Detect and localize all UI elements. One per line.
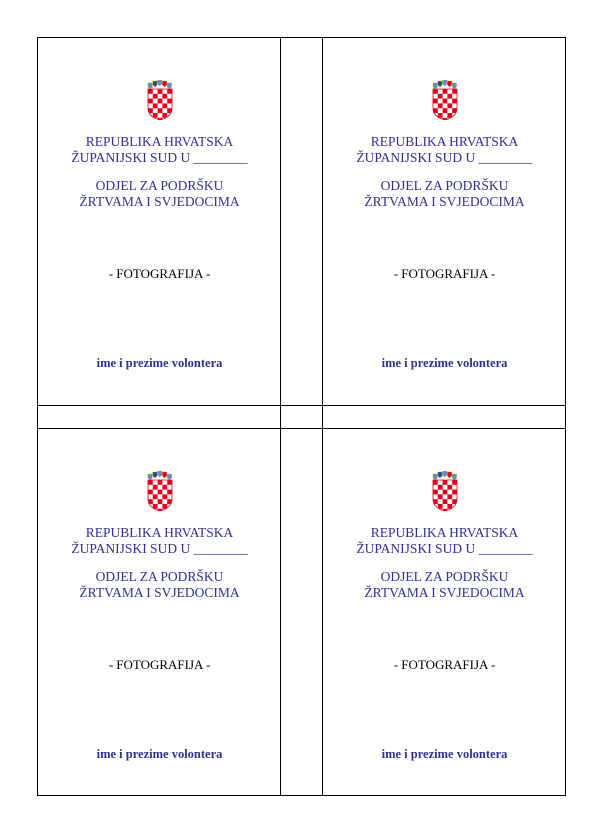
photo-placeholder: - FOTOGRAFIJA -	[393, 266, 496, 281]
badge-sheet	[37, 37, 566, 796]
badge-card	[38, 429, 281, 797]
photo-placeholder: - FOTOGRAFIJA -	[393, 657, 496, 672]
department-name	[323, 178, 566, 210]
badge-card	[323, 38, 566, 406]
dept-line-1: ODJEL ZA PODRŠKU	[380, 569, 509, 584]
dept-line-2: ŽRTVAMA I SVJEDOCIMA	[364, 585, 525, 600]
coat-of-arms-icon	[432, 471, 458, 511]
department-name	[38, 178, 281, 210]
org-line-republic: REPUBLIKA HRVATSKA	[85, 525, 234, 540]
department-name	[323, 569, 566, 601]
coat-of-arms-icon	[147, 471, 173, 511]
dept-line-1: ODJEL ZA PODRŠKU	[95, 569, 224, 584]
organization-name	[38, 525, 281, 557]
org-line-republic: REPUBLIKA HRVATSKA	[85, 134, 234, 149]
badge-card	[38, 38, 281, 406]
org-line-court: ŽUPANIJSKI SUD U ________	[71, 541, 248, 556]
dept-line-1: ODJEL ZA PODRŠKU	[380, 178, 509, 193]
coat-of-arms-icon	[432, 80, 458, 120]
dept-line-2: ŽRTVAMA I SVJEDOCIMA	[364, 194, 525, 209]
org-line-republic: REPUBLIKA HRVATSKA	[370, 525, 519, 540]
badge-card	[323, 429, 566, 797]
dept-line-2: ŽRTVAMA I SVJEDOCIMA	[79, 585, 240, 600]
organization-name	[323, 525, 566, 557]
volunteer-name: ime i prezime volontera	[96, 747, 223, 761]
organization-name	[38, 134, 281, 166]
org-line-court: ŽUPANIJSKI SUD U ________	[356, 150, 533, 165]
coat-of-arms-icon	[147, 80, 173, 120]
org-line-court: ŽUPANIJSKI SUD U ________	[356, 541, 533, 556]
volunteer-name: ime i prezime volontera	[381, 356, 508, 370]
org-line-court: ŽUPANIJSKI SUD U ________	[71, 150, 248, 165]
volunteer-name: ime i prezime volontera	[96, 356, 223, 370]
org-line-republic: REPUBLIKA HRVATSKA	[370, 134, 519, 149]
volunteer-name: ime i prezime volontera	[381, 747, 508, 761]
organization-name	[323, 134, 566, 166]
dept-line-2: ŽRTVAMA I SVJEDOCIMA	[79, 194, 240, 209]
department-name	[38, 569, 281, 601]
photo-placeholder: - FOTOGRAFIJA -	[108, 657, 211, 672]
dept-line-1: ODJEL ZA PODRŠKU	[95, 178, 224, 193]
photo-placeholder: - FOTOGRAFIJA -	[108, 266, 211, 281]
